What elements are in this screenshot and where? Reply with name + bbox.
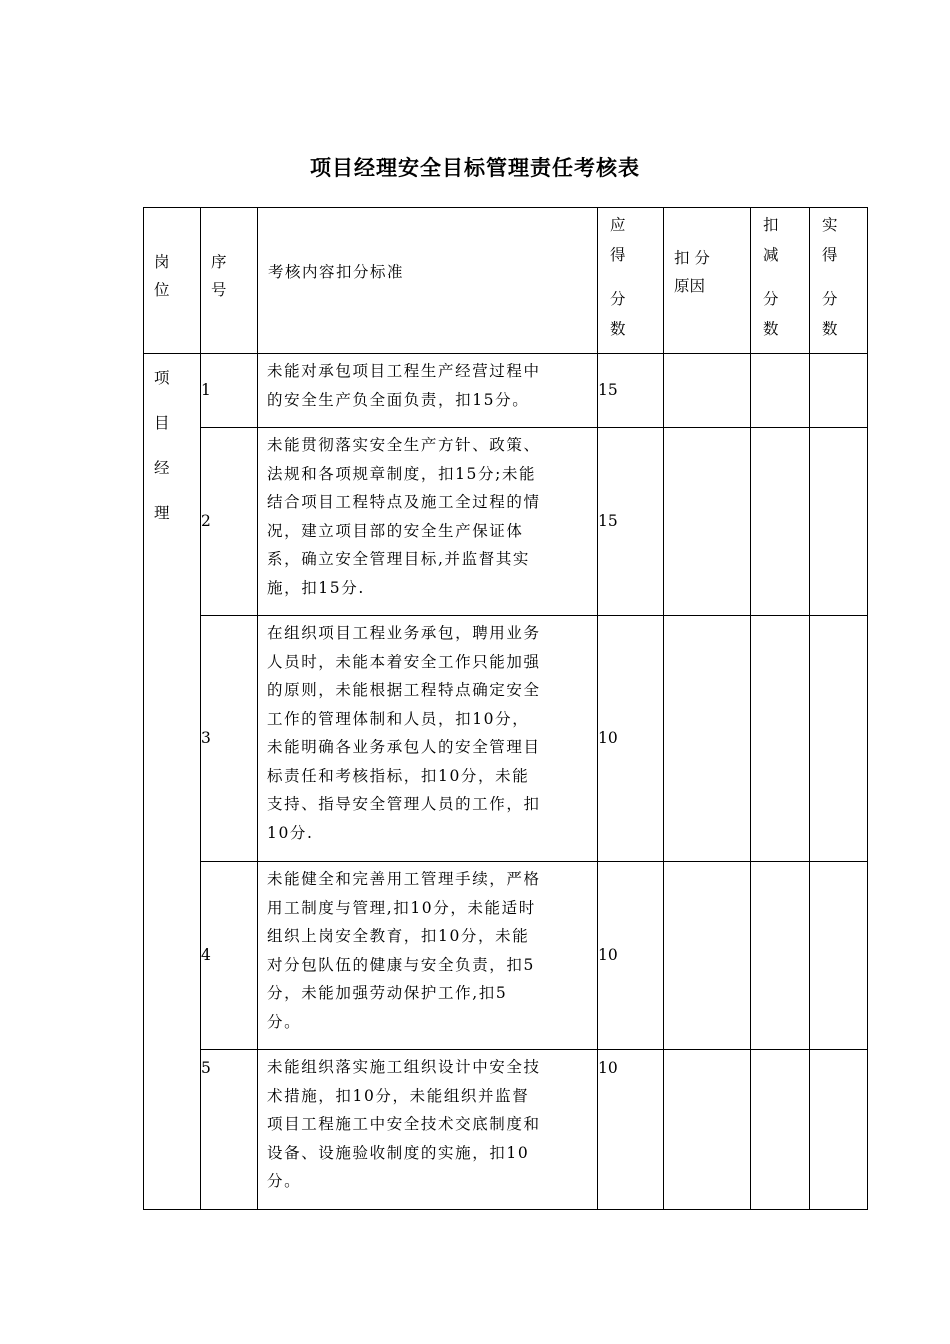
row-reason: [664, 354, 751, 428]
row-index: 3: [201, 616, 258, 862]
table-row: [144, 862, 868, 1050]
row-actual: [810, 428, 868, 616]
row-criteria: 未能对承包项目工程生产经营过程中 的安全生产负全面负责，扣15分。: [258, 354, 598, 428]
document-title: 项目经理安全目标管理责任考核表: [310, 156, 640, 180]
row-deduct: [751, 616, 810, 862]
row-deduct: [751, 862, 810, 1050]
row-score: 10: [598, 1050, 664, 1210]
table-row: [144, 1050, 868, 1210]
header-row: [144, 208, 868, 354]
row-actual: [810, 354, 868, 428]
row-criteria: 在组织项目工程业务承包，聘用业务 人员时，未能本着安全工作只能加强 的原则，未能根据工程特点确定安全 工作的管理体制和人员，扣10分， 未能明确各业务承包人的安全管理目 标责任和考核指标，扣10分，未能 支持、指导安全管理人员的工作，扣 10分.: [258, 616, 598, 862]
row-actual: [810, 862, 868, 1050]
row-index: 4: [201, 862, 258, 1050]
row-score: 10: [598, 616, 664, 862]
row-criteria: 未能组织落实施工组织设计中安全技 术措施，扣10分，未能组织并监督 项目工程施工中安全技术交底制度和 设备、设施验收制度的实施，扣10 分。: [258, 1050, 598, 1210]
header-criteria: 考核内容扣分标准: [258, 208, 598, 354]
row-score: 10: [598, 862, 664, 1050]
row-actual: [810, 616, 868, 862]
assessment-table: [143, 207, 868, 1210]
row-index: 5: [201, 1050, 258, 1210]
table-row: [144, 428, 868, 616]
row-reason: [664, 1050, 751, 1210]
row-reason: [664, 862, 751, 1050]
position-cell: 项 目 经 理: [144, 354, 201, 1210]
row-criteria: 未能贯彻落实安全生产方针、政策、 法规和各项规章制度，扣15分;未能 结合项目工程特点及施工全过程的情 况，建立项目部的安全生产保证体 系，确立安全管理目标,并监督其实 施，扣15分.: [258, 428, 598, 616]
header-position: 岗 位: [144, 208, 201, 354]
header-deduct: 扣 减 分 数: [751, 208, 810, 354]
row-actual: [810, 1050, 868, 1210]
row-deduct: [751, 1050, 810, 1210]
row-index: 1: [201, 354, 258, 428]
header-reason: 扣 分 原因: [664, 208, 751, 354]
header-actual: 实 得 分 数: [810, 208, 868, 354]
row-deduct: [751, 428, 810, 616]
row-score: 15: [598, 354, 664, 428]
row-deduct: [751, 354, 810, 428]
row-criteria: 未能健全和完善用工管理手续，严格 用工制度与管理,扣10分，未能适时 组织上岗安全教育，扣10分，未能 对分包队伍的健康与安全负责，扣5 分，未能加强劳动保护工作,扣5 分。: [258, 862, 598, 1050]
row-reason: [664, 616, 751, 862]
row-score: 15: [598, 428, 664, 616]
table-row: [144, 354, 868, 428]
header-due-score: 应 得 分 数: [598, 208, 664, 354]
table-row: [144, 616, 868, 862]
header-index: 序 号: [201, 208, 258, 354]
row-index: 2: [201, 428, 258, 616]
row-reason: [664, 428, 751, 616]
